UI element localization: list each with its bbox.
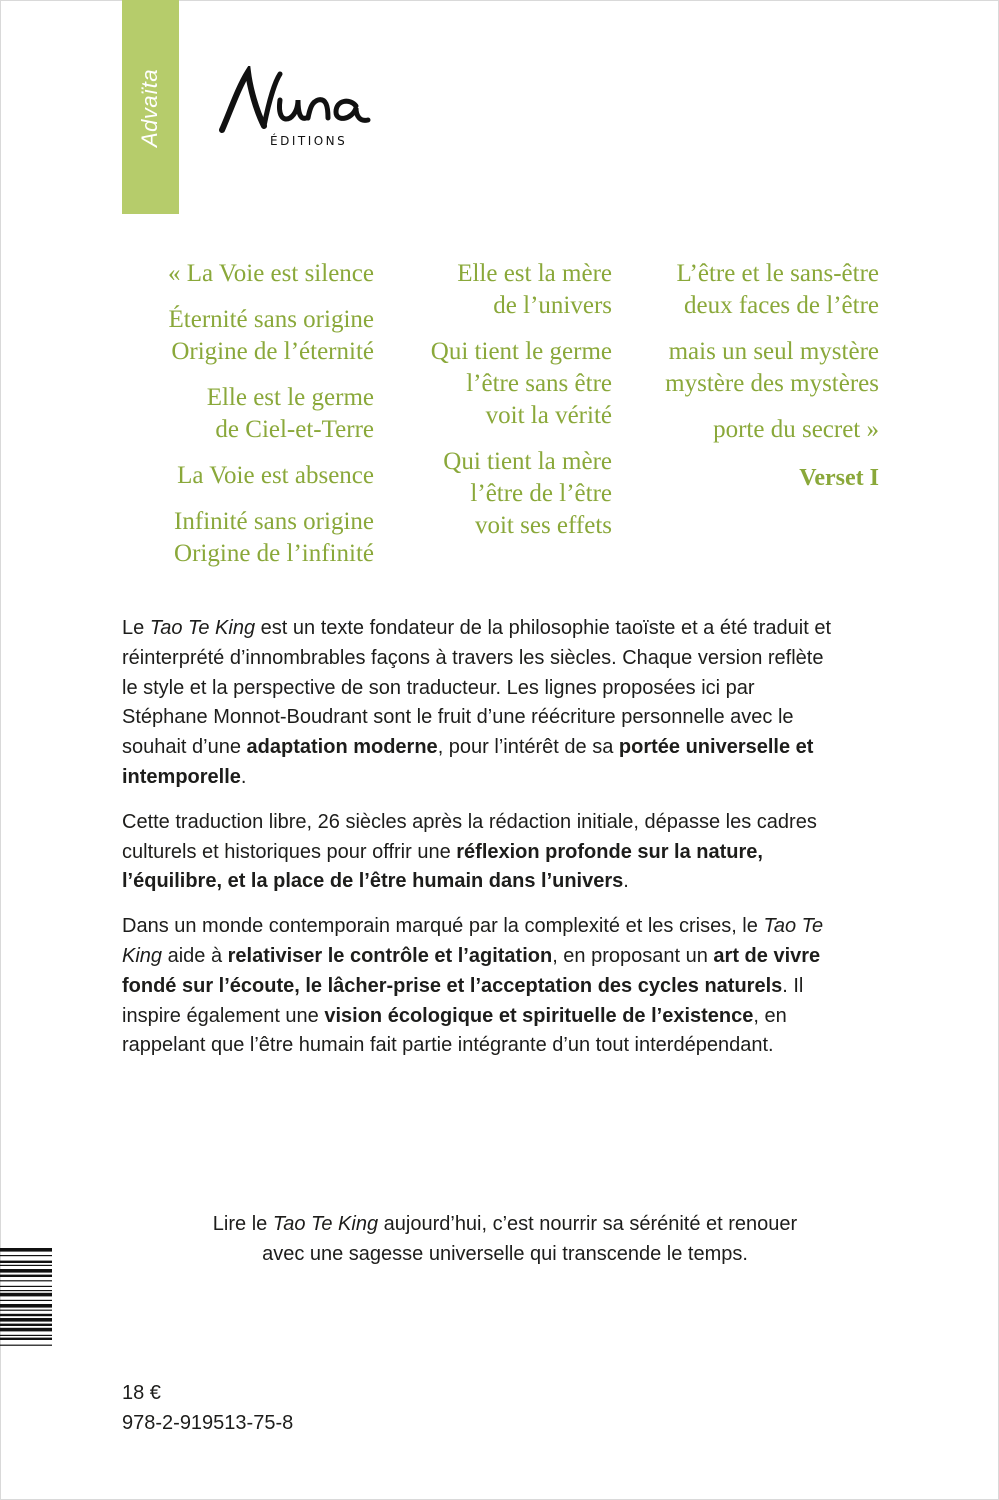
poem-line: Elle est le germe (206, 384, 374, 411)
poem-line: Origine de l’éternité (171, 338, 374, 365)
collection-label: Advaïta (137, 68, 162, 148)
poem-line: La Voie est absence (177, 462, 374, 489)
body-text: , en rappelant que l’être humain fait partie intégrante d’un tout interdépendant. (122, 1004, 787, 1057)
emphasis-text: réflexion profonde sur la nature, l’équilibre, et la place de l’être humain dans l’univers (122, 840, 763, 893)
poem-stanza (120, 258, 374, 290)
emphasis-text: art de vivre fondé sur l’écoute, le lâcher-prise et l’acceptation des cycles naturels (122, 944, 821, 997)
emphasis-text: adaptation moderne (246, 736, 438, 759)
isbn: 978-2-919513-75-8 (122, 1412, 294, 1434)
poem-stanza (390, 258, 612, 322)
poem-line: voit ses effets (474, 512, 612, 539)
barcode-bar (0, 1304, 52, 1308)
body-text: Le (122, 617, 150, 639)
publisher-subtitle: ÉDITIONS (270, 134, 348, 148)
poem-line: Qui tient la mère (443, 448, 612, 475)
barcode-bar (0, 1318, 52, 1322)
poem-line: L’être et le sans-être (676, 260, 879, 287)
barcode-bar (0, 1269, 52, 1273)
body-text: . (623, 870, 629, 893)
poem-line: Qui tient le germe (430, 338, 612, 365)
body-text: Cette traduction libre, 26 siècles après la rédaction initiale, dépasse les cadres culturels et historiques pour offrir une (122, 810, 817, 863)
aluna-logo-icon (218, 66, 384, 136)
poem-line: l’être sans être (466, 370, 612, 397)
barcode-bar (0, 1338, 52, 1340)
collection-band (122, 0, 179, 214)
closing-statement (200, 1210, 810, 1270)
barcode-bar (0, 1300, 52, 1301)
poem-line: mais un seul mystère (668, 338, 879, 365)
book-title-text: Tao Te King (272, 1213, 379, 1235)
barcode-bar (0, 1261, 52, 1263)
description-paragraph-2 (122, 808, 842, 897)
barcode-bar (0, 1255, 52, 1256)
description-paragraph-1 (122, 614, 842, 793)
body-text: . (240, 765, 247, 788)
barcode-bar (0, 1286, 52, 1287)
book-title-text: Tao Te King (122, 915, 824, 967)
poem-stanza (390, 446, 612, 542)
barcode-bar (0, 1275, 52, 1277)
poem-line: Éternité sans origine (168, 306, 374, 333)
poem-line: Infinité sans origine (174, 508, 374, 535)
body-text: . Il inspire également une (122, 974, 804, 1027)
poem-stanza (630, 336, 879, 400)
price: 18 € (122, 1382, 161, 1404)
poem-line: « La Voie est silence (168, 260, 374, 287)
poem-stanza (120, 382, 374, 446)
description-paragraph-3 (122, 912, 842, 1061)
poem-line: Origine de l’infinité (174, 540, 374, 567)
poem-stanza (390, 336, 612, 432)
barcode-bar (0, 1345, 52, 1346)
body-text: Dans un monde contemporain marqué par la complexité et les crises, le (122, 915, 764, 938)
poem-line: l’être de l’être (470, 480, 612, 507)
poem-stanza (120, 506, 374, 570)
body-text: , pour l’intérêt de sa (437, 736, 619, 759)
barcode-bar (0, 1314, 52, 1316)
poem-line: de Ciel-et-Terre (215, 416, 374, 443)
emphasis-text: portée universelle et intemporelle (122, 736, 814, 788)
poem-line: deux faces de l’être (683, 292, 879, 319)
poem-line: mystère des mystères (665, 370, 879, 397)
poem-line: Elle est la mère (457, 260, 612, 287)
barcode-bar (0, 1248, 52, 1252)
poem-column-3-stanzas (630, 258, 879, 446)
poem-column-2 (390, 258, 612, 556)
poem-stanza (120, 460, 374, 492)
barcode-bar (0, 1310, 52, 1311)
poem-stanza (630, 414, 879, 446)
barcode-bar (0, 1290, 52, 1291)
poem-column-1 (120, 258, 374, 584)
barcode-bar (0, 1280, 52, 1281)
barcode-icon (0, 1248, 52, 1408)
barcode-bar (0, 1328, 52, 1332)
body-text: , en proposant un (552, 944, 714, 967)
poem-line: de l’univers (493, 292, 612, 319)
barcode-bar (0, 1324, 52, 1326)
description (122, 614, 842, 1076)
barcode-bar (0, 1293, 52, 1297)
book-title-text: Tao Te King (149, 617, 256, 639)
body-text: aujourd’hui, c’est nourrir sa sérénité et renouer avec une sagesse universelle qui transcende le temps. (262, 1213, 798, 1265)
poem-stanza (630, 258, 879, 322)
barcode-bar (0, 1265, 52, 1266)
poem-column-3 (630, 258, 879, 494)
poem-line: voit la vérité (485, 402, 612, 429)
emphasis-text: relativiser le contrôle et l’agitation (227, 944, 553, 967)
barcode-bar (0, 1335, 52, 1336)
body-text: est un texte fondateur de la philosophie taoïste et a été traduit et réinterprété d’innombrables façons à travers les siècles. Chaque version reflète le style et la perspective de son traducteur. Les lignes proposées ici par Stéphane Monnot-Boudrant sont le fruit d’une réécriture personnelle avec le souhait d’une (122, 617, 832, 759)
emphasis-text: vision écologique et spirituelle de l’existence (324, 1004, 754, 1027)
body-text: Lire le (212, 1213, 273, 1235)
poem-stanza (120, 304, 374, 368)
poem-line: porte du secret » (713, 416, 879, 443)
body-text: aide à (162, 944, 228, 967)
publisher-logo (218, 66, 384, 156)
verse-reference: Verset I (799, 465, 879, 491)
